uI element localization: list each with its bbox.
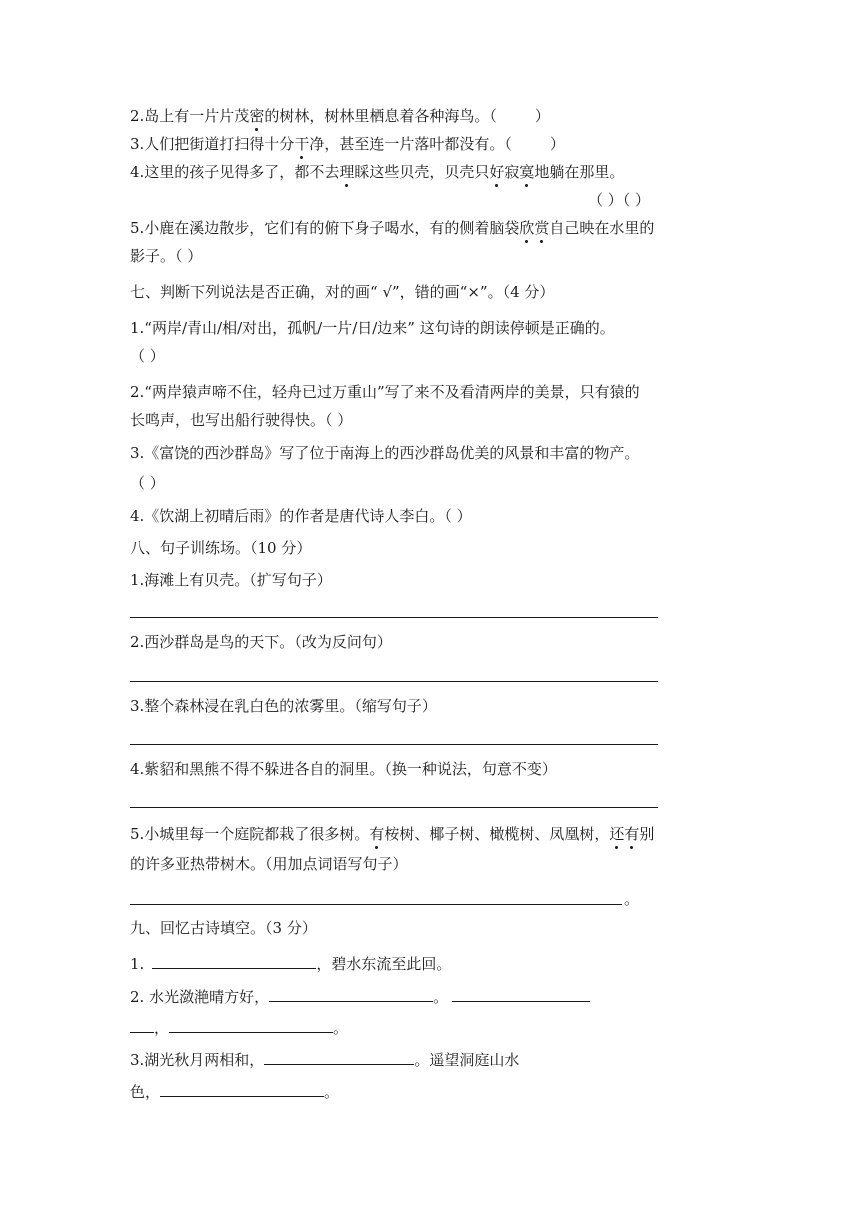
section-8-header: 八、句子训练场。（10 分） — [130, 539, 312, 557]
s6-q4: 4.这里的孩子见得多了，都不去理睬这些贝壳，贝壳只好寂寞地躺在那里。 — [130, 163, 625, 181]
answer-line[interactable] — [130, 807, 658, 808]
fill-blank[interactable] — [169, 1016, 333, 1033]
s6-q5: 5.小鹿在溪边散步，它们有的俯下身子喝水，有的侧着脑袋欣赏自己映在水里的 — [130, 219, 655, 237]
s8-q5-line2: 的许多亚热带树木。（用加点词语写句子） — [130, 855, 408, 873]
s8-q2: 2.西沙群岛是鸟的天下。（改为反问句） — [130, 633, 392, 651]
s9-q2-line2: ， 。 — [130, 1016, 348, 1038]
emphasis-char: 密 — [249, 107, 265, 125]
emphasis-char: 有 — [624, 825, 640, 843]
emphasis-char: 还 — [609, 825, 625, 843]
emphasis-char: 寞 — [519, 163, 535, 181]
fill-blank[interactable] — [160, 1080, 324, 1097]
s6-q4-parens: （ ）（ ） — [588, 191, 651, 209]
s6-q3: 3.人们把街道打扫得十分干净，甚至连一片落叶都没有。（ ） — [130, 135, 565, 153]
s9-q3: 3.湖光秋月两相和， 。遥望洞庭山水 — [130, 1048, 519, 1070]
emphasis-char: 好 — [489, 163, 505, 181]
fill-blank[interactable] — [152, 952, 316, 969]
s9-q3-line2: 色， 。 — [130, 1080, 339, 1102]
answer-line[interactable] — [130, 904, 622, 905]
s8-q5-end: 。 — [624, 890, 640, 908]
s7-q2-line2: 长鸣声，也写出船行驶得快。（ ） — [130, 411, 353, 429]
answer-line[interactable] — [130, 617, 658, 618]
emphasis-char: 赏 — [534, 219, 550, 237]
s8-q4: 4.紫貂和黑熊不得不躲进各自的洞里。（换一种说法，句意不变） — [130, 760, 557, 778]
section-9-header: 九、回忆古诗填空。（3 分） — [130, 919, 317, 937]
emphasis-char: 干 — [294, 135, 310, 153]
emphasis-char: 有 — [369, 825, 385, 843]
s8-q5: 5.小城里每一个庭院都栽了很多树。有桉树、椰子树、橄榄树、凤凰树，还有别 — [130, 825, 655, 843]
emphasis-char: 理 — [339, 163, 355, 181]
section-7-header: 七、判断下列说法是否正确，对的画“ √”，错的画“×”。（4 分） — [130, 283, 555, 301]
s7-q1: 1.“两岸/青山/相/对出，孤帆/一片/日/边来” 这句诗的朗读停顿是正确的。 — [130, 319, 615, 337]
s7-q2: 2.“两岸猿声啼不住，轻舟已过万重山”写了来不及看清两岸的美景，只有猿的 — [130, 383, 640, 401]
emphasis-char: 欣 — [519, 219, 535, 237]
s9-q2: 2. 水光潋滟晴方好， 。 — [130, 985, 590, 1007]
s7-q4: 4.《饮湖上初晴后雨》的作者是唐代诗人李白。（ ） — [130, 507, 472, 525]
fill-blank[interactable] — [264, 1048, 414, 1065]
s6-q2: 2.岛上有一片片茂密的树林，树林里栖息着各种海鸟。（ ） — [130, 107, 550, 125]
s6-q5-line2: 影子。（ ） — [130, 247, 203, 265]
answer-line[interactable] — [130, 681, 658, 682]
s8-q1: 1.海滩上有贝壳。（扩写句子） — [130, 571, 332, 589]
s7-q3-paren: （ ） — [130, 474, 165, 492]
s7-q3: 3.《富饶的西沙群岛》写了位于南海上的西沙群岛优美的风景和丰富的物产。 — [130, 444, 640, 462]
fill-blank[interactable] — [130, 1016, 154, 1033]
answer-line[interactable] — [130, 744, 658, 745]
fill-blank[interactable] — [269, 985, 433, 1002]
s8-q3: 3.整个森林浸在乳白色的浓雾里。（缩写句子） — [130, 697, 437, 715]
s7-q1-paren: （ ） — [130, 347, 165, 365]
fill-blank[interactable] — [452, 985, 590, 1002]
s9-q1: 1. ，碧水东流至此回。 — [130, 952, 451, 974]
